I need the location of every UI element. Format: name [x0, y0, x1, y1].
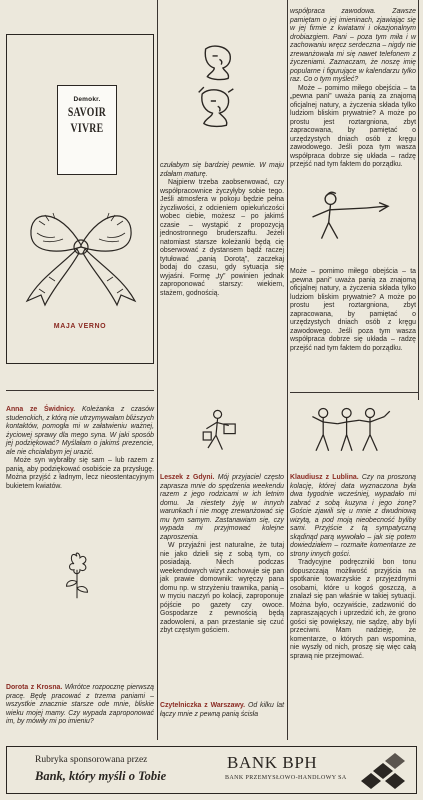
faces-sketch — [190, 36, 242, 140]
letter-author: Anna ze Świdnicy. — [6, 406, 76, 413]
masthead-title-line1: SAVOIR — [67, 105, 107, 119]
answer-paragraph: Może – pomimo miłego obejścia – ta „pewna pani” uważa panią za znajomą oficjalnej natury, a życzenia składa tylko ludziom bliskim prywatnie? A może po prostu jest roztargniona, zbyt zapracowana, by pamiętać o urzędzystych dniach osób z kręgu zawodowego. Jeśli poza tym wasza współpraca dobrze się układa – radzę przejść nad tym faktem do porządku. — [290, 84, 416, 168]
answer-paragraph: W przyjaźni jest naturalne, że tutaj nie jako dzieli się z sobą tym, co posiadają. Niech podczas weekendowych wizyt zachowuje się pan jak prawie domownik: wyręczy pana domu np. w strzyżeniu trawnika, panią – w myciu naczyń po kolacji, zaproponuje pójście po gazety czy owoce. Gospodarze z pewnością będą zadowoleni, a pan przestanie się czuć zbyt częstym gościem. — [160, 542, 284, 634]
column-3-top-text — [290, 8, 416, 168]
answer-paragraph: Tradycyjne podręczniki bon tonu dopuszczają możliwość przyjścia na spotkanie towarzyskie z przyjezdnymi osobami, które u kogoś goszczą, a znalazł się pan właśnie w takiej sytuacji. Można było, oczywiście, zadzwonić do zapraszających i uprzedzić ich, że grono gości się powiększy, nie sądzę, aby byli przeciwni. Mam nadzieję, że komentarze, o których pan wspomina, nie wyszły od nich, proszę się więc całą sprawą nie przejmować. — [290, 559, 416, 660]
sponsor-label: Rubryka sponsorowana przez — [35, 755, 148, 765]
letter-text: Czy na proszoną kolację, której data wyznaczona była dwa tygodnie wcześniej, wypadało mi zabrać z sobą kuzyna i jego żonę? Goście zjawili się u mnie z dwudniową wizytą, a pod moją nieobecność byliby sami. Przyjście z tą sympatyczną skądinąd parą wywołało – jak się potem dowiedziałem – rozmaite komentarze ze strony innych gości. — [290, 474, 416, 558]
column-3-answer — [290, 268, 416, 388]
flower-sketch — [62, 540, 92, 610]
section-divider — [6, 390, 154, 391]
bank-name: BANK BPH — [227, 753, 318, 772]
letter-text: Od kilku lat łączy mnie z pewną panią ścisła — [160, 702, 284, 718]
sponsor-slogan: Bank, który myśli o Tobie — [35, 769, 167, 783]
column-2-top-text — [160, 162, 284, 390]
letter-text: czułabym się bardziej pewnie. W maju zdałam maturę. — [160, 162, 284, 178]
letter-author: Czytelniczka z Warszawy. — [160, 702, 246, 709]
masthead-title-line2: VIVRE — [70, 121, 104, 135]
letter-author: Dorota z Krosna. — [6, 684, 63, 691]
letter-text: Wkrótce rozpocznę pierwszą pracę. Będę pracować z trzema paniami – wszystkie znacznie starsze ode mnie, bliskie wieku mojej mamy. Czy wypada zaproponować im, by mówiły mi po imieniu? — [6, 684, 155, 725]
masthead-small: Demokr. — [73, 96, 101, 103]
answer-paragraph: Może syn wybrałby się sam – lub razem z panią, aby podziękować osobiście za przysługę. Można przyjść z ładnym, lecz nieostentacyjnym bukietem kwiatów. — [6, 457, 154, 490]
answer-paragraph: Najpierw trzeba zaobserwować, czy współpracownice życzyłyby sobie tego. Jeśli atmosfera w pokoju będzie pełna życzliwości, z odcieniem opiekuńczości wobec ciebie, możesz – po jakimś czasie – wystąpić z propozycją jednostronnego bruderszaftu. Jeżeli natomiast starsze koleżanki będą cię obserwować z dystansem bądź raczej tytułować „panią Dorotą”, zaczekaj bodaj do czasu, gdy sytuacja się wyjaśni. Formę „ty” powinien jednak zaproponować starszy: wiekiem, stażem, godnością. — [160, 179, 284, 297]
column-title-box — [57, 85, 117, 175]
letter-block-1 — [6, 406, 154, 516]
letter-block-3 — [160, 474, 284, 656]
letter-author: Leszek z Gdyni. — [160, 474, 215, 481]
bank-logo-icon — [357, 753, 407, 789]
column-rule — [157, 400, 158, 740]
letter-block-4 — [160, 702, 284, 740]
dancing-figures-sketch — [306, 404, 398, 458]
gesturing-man-sketch — [300, 190, 406, 244]
letter-text: Mój przyjaciel często zaprasza mnie do spędzenia weekendu razem z jego rodzicami w ich letnim domu. Ja niestety żyję w innych warunkach i nie mogę zrewanżować się mu tym samym. Zastanawiam się, czy wypada mi przyjmować kolejne zaproszenia. — [160, 474, 284, 541]
letter-text: współpraca zawodowa. Zawsze pamiętam o jej imieninach, zjawiając się w jej firmie z kwiatami i okazjonalnym drobiazgiem. Pani – poza tym miła i w zachowaniu wręcz serdeczna – nigdy nie zrewanżowała mi się nawet telefonem z życzeniami. Zaznaczam, że noszę imię popularne i figurujące w kalendarzu tylko raz. Co o tym myśleć? — [290, 8, 416, 83]
sponsor-footer — [6, 746, 417, 794]
bow-ribbon-illustration — [19, 201, 143, 307]
letter-author: Klaudiusz z Lublina. — [290, 474, 359, 481]
column-author: MAJA VERNO — [53, 323, 107, 330]
column-rule — [157, 0, 158, 400]
letter-text: Koleżanka z czasów studenckich, z którą nie utrzymywałam bliższych kontaktów, pomogła mi w załatwieniu ważnej, życiowej sprawy dla mego syna. W jaki sposób jej podziękować? Myślałam o jakimś prezencie, ale nie chciałabym jej urazić. — [6, 406, 154, 456]
column-rule — [287, 400, 288, 740]
answer-paragraph: Może – pomimo miłego obejścia – ta „pewna pani” uważa panią za znajomą oficjalnej natury, a życzenia składa tylko ludziom bliskim prywatnie? A może po prostu jest roztargniona, zbyt zapracowana, by pamiętać o urzędzystych dniach osób z kręgu zawodowego. Jeśli poza tym wasza współpraca dobrze się układa – radzę przejść nad tym faktem do porządku. — [290, 268, 416, 352]
column-rule — [418, 0, 419, 400]
letter-block-5 — [290, 474, 416, 740]
letter-block-2 — [6, 684, 154, 738]
bank-subtitle: BANK PRZEMYSŁOWO-HANDLOWY SA — [225, 775, 347, 781]
column-masthead — [6, 34, 154, 364]
section-divider — [290, 392, 418, 393]
traveler-sketch — [200, 406, 240, 458]
column-rule — [287, 0, 288, 400]
